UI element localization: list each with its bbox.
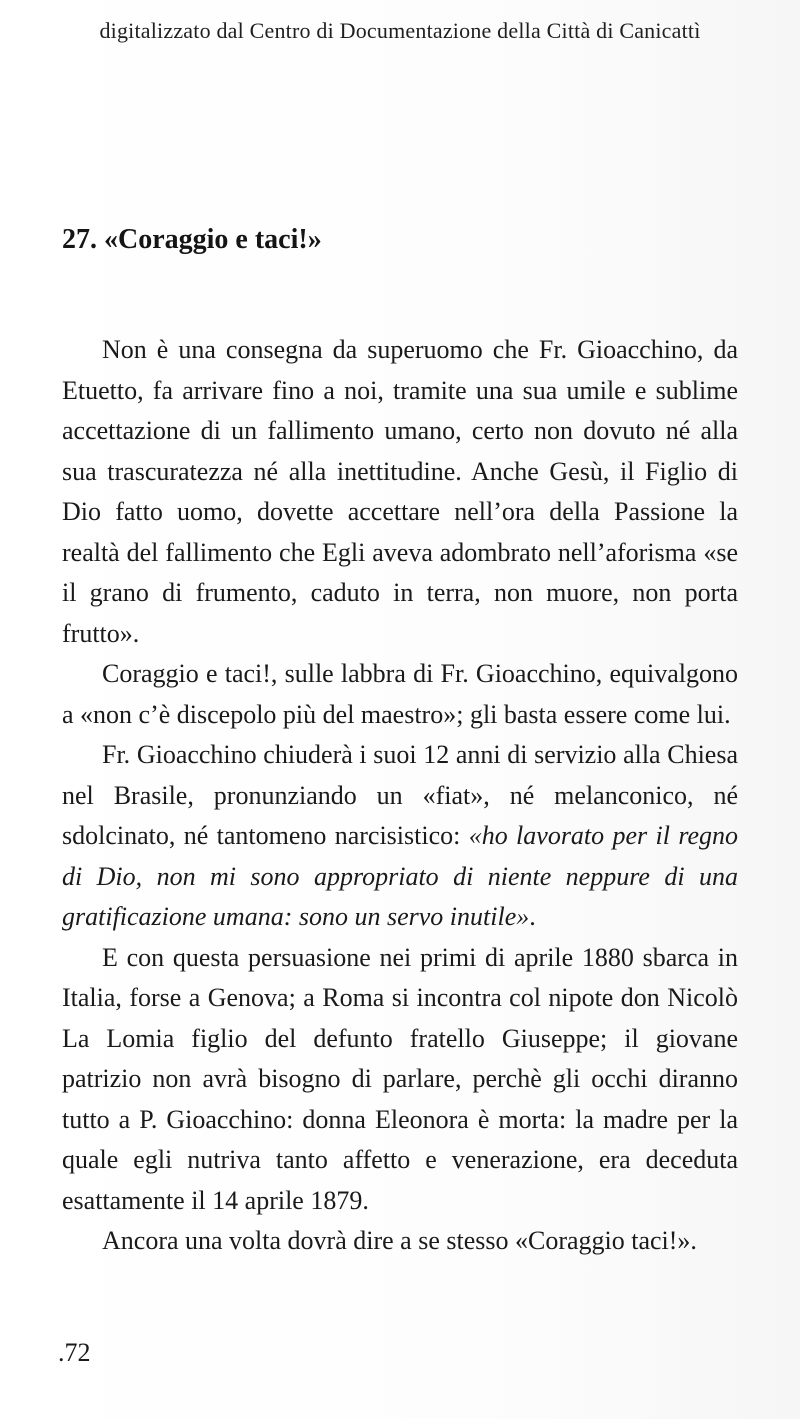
paragraph-3-italic-quote: «ho lavorato per il regno di Dio, non mi sono appropriato di niente neppure di una gratificazione umana: sono un servo inutile» bbox=[62, 821, 739, 931]
paragraph-3-period: . bbox=[529, 902, 536, 931]
chapter-body bbox=[62, 330, 738, 1262]
page-number: .72 bbox=[58, 1338, 91, 1367]
paragraph-2: Coraggio e taci!, sulle labbra di Fr. Gioacchino, equivalgono a «non c’è discepolo più del maestro»; gli basta essere come lui. bbox=[62, 659, 738, 729]
paragraph-3 bbox=[62, 735, 738, 938]
paragraph-4: E con questa persuasione nei primi di aprile 1880 sbarca in Italia, forse a Genova; a Roma si incontra col nipote don Nicolò La Lomia figlio del defunto fratello Giuseppe; il giovane patrizio non avrà bisogno di parlare, perchè gli occhi diranno tutto a P. Gioacchino: donna Eleonora è morta: la madre per la quale egli nutriva tanto affetto e venerazione, era deceduta esattamente il 14 aprile 1879. bbox=[62, 942, 738, 1215]
chapter-title: 27. «Coraggio e taci!» bbox=[62, 224, 322, 255]
paragraph-3-text: Fr. Gioacchino chiuderà i suoi 12 anni di servizio alla Chiesa nel Brasile, pronunziando un «fiat», né melanconico, né sdolcinato, né tantomeno narcisistico: bbox=[62, 740, 738, 850]
paragraph-1: Non è una consegna da superuomo che Fr. Gioacchino, da Etuetto, fa arrivare fino a noi, tramite una sua umile e sublime accettazione di un fallimento umano, certo non dovuto né alla sua trascuratezza né alla inettitudine. Anche Gesù, il Figlio di Dio fatto uomo, dovette accettare nell’ora della Passione la realtà del fallimento che Egli aveva adombrato nell’aforisma «se il grano di frumento, caduto in terra, non muore, non porta frutto». bbox=[62, 335, 738, 648]
paragraph-5: Ancora una volta dovrà dire a se stesso «Coraggio taci!». bbox=[102, 1226, 697, 1255]
digitization-watermark: digitalizzato dal Centro di Documentazione della Città di Canicattì bbox=[99, 18, 701, 43]
